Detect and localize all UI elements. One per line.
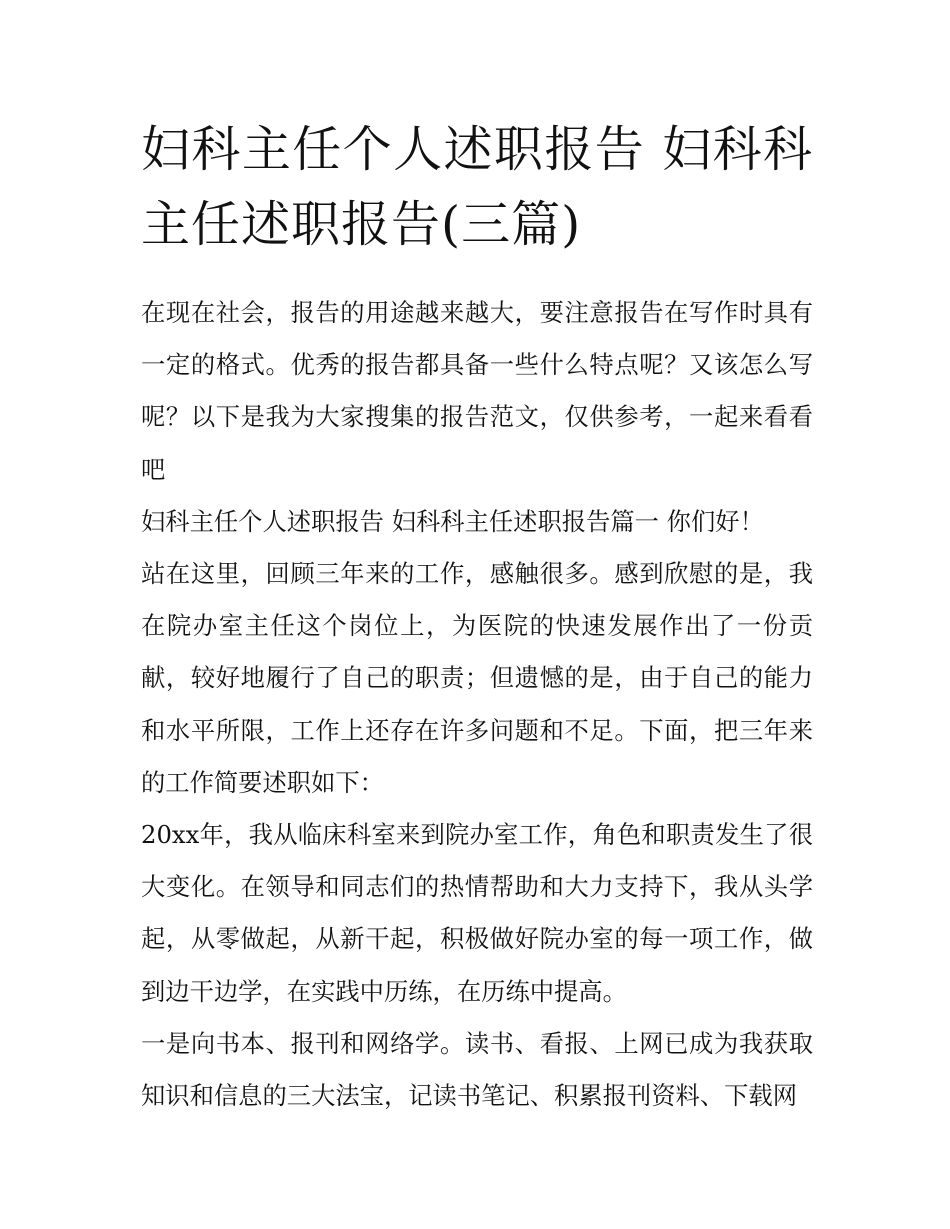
document-body [141, 287, 813, 1122]
paragraph-work-history: 20xx年，我从临床科室来到院办室工作，角色和职责发生了很大变化。在领导和同志们的热情帮助和大力支持下，我从头学起，从零做起，从新干起，积极做好院办室的每一项工作，做到边干边学，在实践中历练，在历练中提高。 [141, 820, 813, 1006]
document-title: 妇科主任个人述职报告 妇科科主任述职报告(三篇) [141, 121, 813, 253]
paragraph-review: 站在这里，回顾三年来的工作，感触很多。感到欣慰的是，我在院办室主任这个岗位上，为医院的快速发展作出了一份贡献，较好地履行了自己的职责；但遗憾的是，由于自己的能力和水平所限，工作上还存在许多问题和不足。下面，把三年来的工作简要述职如下： [141, 559, 813, 797]
paragraph-section-heading: 妇科主任个人述职报告 妇科科主任述职报告篇一 你们好！ [141, 506, 764, 536]
document-content [141, 112, 813, 1122]
paragraph-intro: 在现在社会，报告的用途越来越大，要注意报告在写作时具有一定的格式。优秀的报告都具备一些什么特点呢？又该怎么写呢？以下是我为大家搜集的报告范文，仅供参考，一起来看看吧 [141, 298, 813, 484]
paragraph-learning: 一是向书本、报刊和网络学。读书、看报、上网已成为我获取知识和信息的三大法宝，记读书笔记、积累报刊资料、下载网 [141, 1028, 813, 1111]
